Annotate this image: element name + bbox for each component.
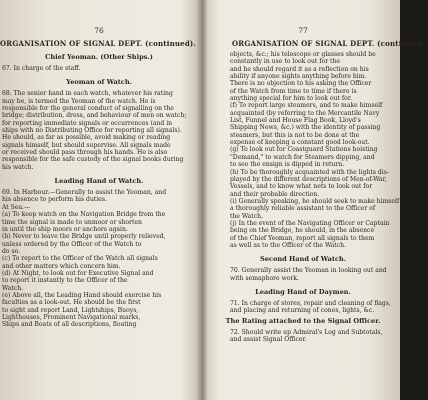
text-line: to see the ensign is dipped in return. <box>230 161 345 169</box>
text-line: and their probable direction. <box>230 190 320 198</box>
text-line: 68. The senior hand in each watch, whatever his rating <box>2 90 173 98</box>
text-line: of the Chief Yeoman, report all signals to them <box>230 234 375 242</box>
text-line: "Demand," to watch for Steamers dipping, and <box>230 153 375 161</box>
page-number: 77 <box>298 26 308 35</box>
text-line: or received should pass through his hands. He is also <box>2 149 168 157</box>
text-line: ability if anyone sights anything before him. <box>230 73 367 81</box>
text-line: in until the ship moors or anchors again. <box>2 225 128 233</box>
text-line: 72. Should write up Admiral's Log and Subtotals, <box>230 328 383 336</box>
text-line: Watch. <box>2 284 24 292</box>
text-line: a thoroughly reliable assistant to the Officer of <box>230 205 376 213</box>
text-line: and other matters which concern him. <box>2 262 121 270</box>
text-line: signals himself, but should supervise. All signals made <box>2 141 171 149</box>
text-line: (a) To keep watch on the Navigation Bridge from the <box>2 211 166 219</box>
section-heading: The Rating attached to the Signal Officer. <box>225 316 381 325</box>
text-line: Vessels, and to know what nets to look out for <box>230 183 373 191</box>
text-line: responsible for the safe custody of the signal books during <box>2 156 184 164</box>
text-line: for reporting immediate signals or occurrences (and in <box>2 119 173 127</box>
text-line: may be, is termed the Yeoman of the watch. He is <box>2 97 156 105</box>
text-line: List, Funnel and House Flag Book, Lloyd's <box>230 117 361 125</box>
text-line: faculties as a look-out. He should be the first <box>2 299 141 307</box>
text-line: (f) To report large steamers, and to make himself <box>230 102 383 110</box>
text-line: There is no objection to his asking the Officer <box>230 80 372 88</box>
text-line: his absence to perform his duties. <box>2 196 107 204</box>
text-line: (d) At Night, to look out for Executive Signal and <box>2 269 154 277</box>
text-line: being on the Bridge, he should, in the absence <box>230 227 375 235</box>
text-line: his watch. <box>2 163 34 171</box>
text-line: objects, &c.; his telescope or glasses should be <box>230 51 376 58</box>
running-head: ORGANISATION OF SIGNAL DEPT. (continued). <box>232 39 428 48</box>
text-line: 70. Generally assist the Yeoman in looking out and <box>230 267 387 275</box>
text-line: expense of keeping a constant good look-out. <box>230 139 370 147</box>
text-line: 67. In charge of the staff. <box>2 65 81 72</box>
text-line: (c) To report to the Officer of the Watch all signals <box>2 255 158 263</box>
section-heading: Second Hand of Watch. <box>259 255 347 264</box>
text-line: Ships and Boats of all descriptions, floating <box>2 321 137 329</box>
text-line: with semaphore work. <box>230 274 299 282</box>
text-line: to report it instantly to the Officer of the <box>2 277 128 285</box>
running-head: ORGANISATION OF SIGNAL DEPT. (continued). <box>0 39 197 48</box>
text-line: and placing and returning of cones, lights, &c. <box>230 307 375 315</box>
text-line: 69. In Harbour.—Generally to assist the Yeoman, and <box>2 189 167 197</box>
text-line: to sight and report Land, Lightships, Buoys, <box>2 306 139 314</box>
text-line: of the Watch from time to time if there is <box>230 87 357 95</box>
section-heading: Leading Hand of Watch. <box>54 177 144 186</box>
text-line: do so. <box>2 247 21 255</box>
text-line: unless ordered by the Officer of the Watch to <box>2 240 142 248</box>
text-line: (j) In the event of the Navigating Officer or Captain <box>230 219 390 227</box>
text-line: (h) To be thoroughly acquainted with the lights dis- <box>230 168 389 176</box>
text-line: the Watch. <box>230 212 264 220</box>
right-page <box>206 0 428 400</box>
text-line: He should, as far as possible, avoid making or reading <box>2 134 171 142</box>
section-heading: Chief Yeoman. (Other Ships.) <box>45 53 153 61</box>
text-line: acquainted (by referring to the Mercantile Navy <box>230 109 380 117</box>
text-line: as well as to the Officer of the Watch. <box>230 241 347 249</box>
text-line: and he should regard it as a reflection on his <box>230 65 369 73</box>
text-line: bridge; distribution, dress, and behaviour of men on watch; <box>2 112 187 120</box>
text-line: steamers, but this is not to be done at the <box>230 131 360 139</box>
text-line: (e) Above all, the Leading Hand should exercise his <box>2 291 162 299</box>
text-line: Shipping News, &c.) with the identity of passing <box>230 124 381 132</box>
text-line: constantly in use to look out for the <box>230 58 341 66</box>
left-page <box>0 0 198 400</box>
page-number: 76 <box>94 26 104 35</box>
text-line: (i) Generally speaking, he should seek to make himself <box>230 197 400 205</box>
text-line: At Sea.— <box>2 203 31 211</box>
text-line: (g) To look out for Coastguard Stations hoisting <box>230 146 378 154</box>
text-line: Lighthouses, Prominent Navigational marks, <box>2 313 141 321</box>
text-line: ships with no Distributing Office for reporting all signals). <box>2 127 182 135</box>
text-line: time the signal is made to unmoor or shorten <box>2 218 142 226</box>
text-line: responsible for the general conduct of signalling on the <box>2 105 174 113</box>
text-line: and assist Signal Officer. <box>230 336 307 343</box>
section-heading: Yeoman of Watch. <box>66 78 132 87</box>
text-line: 71. In charge of stores, repair and cleaning of flags, <box>230 299 391 307</box>
text-line: played by the different descriptions of Men-of-War, <box>230 175 387 183</box>
text-line: (b) Never to leave the Bridge until properly relieved, <box>2 233 166 241</box>
section-heading: Leading Hand of Daymen. <box>255 287 351 296</box>
text-line: anything special for him to look out for. <box>230 95 353 103</box>
